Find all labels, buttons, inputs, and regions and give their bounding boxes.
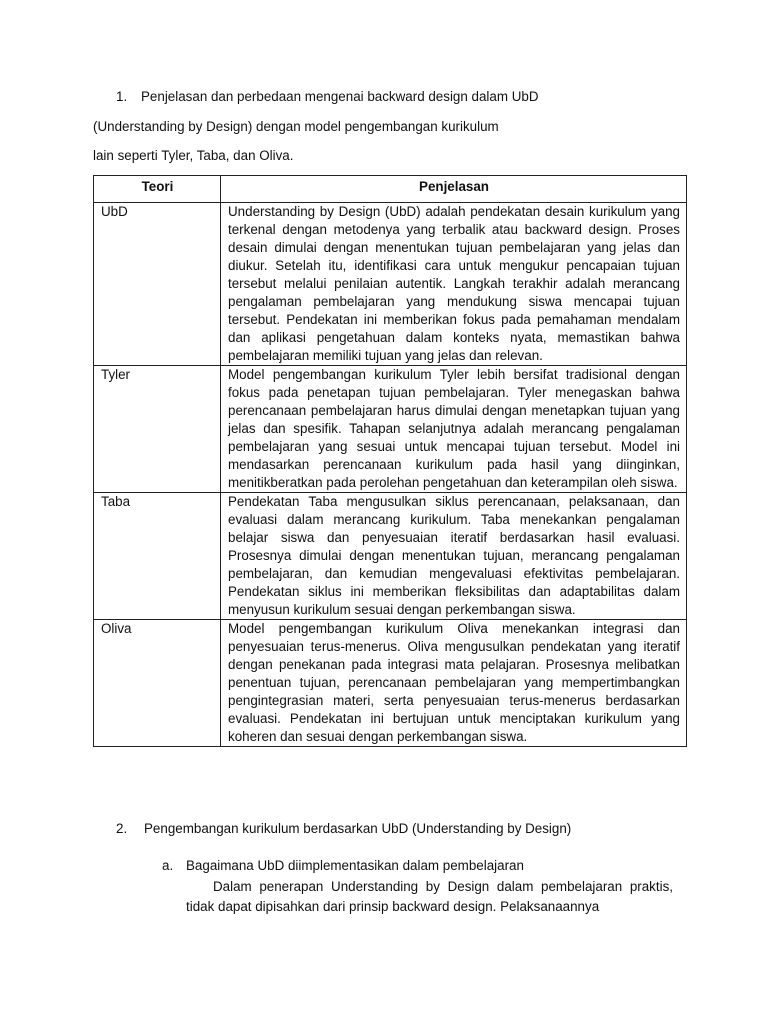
header-penjelasan: Penjelasan [221,176,687,203]
theory-name-ubd: UbD [94,203,221,366]
table-row-ubd [94,203,687,366]
explanation-taba: Pendekatan Taba mengusulkan siklus perencanaan, pelaksanaan, dan evaluasi dalam merancang kurikulum. Taba menekankan pengalaman belajar siswa dan penyesuaian iteratif berdasarkan hasil evaluasi. Prosesnya dimulai dengan menentukan tujuan, merancang pengalaman pembelajaran, dan kemudian mengevaluasi efektivitas pembelajaran. Pendekatan siklus ini memberikan fleksibilitas dan adaptabilitas dalam menyusun kurikulum sesuai dengan perkembangan siswa. [221,493,687,620]
explanation-oliva: Model pengembangan kurikulum Oliva menekankan integrasi dan penyesuaian terus-menerus. Oliva mengusulkan pendekatan yang iteratif dengan penekanan pada integrasi mata pelajaran. Prosesnya melibatkan penentuan tujuan, perencanaan pembelajaran yang mempertimbangkan pengintegrasian materi, serta penyesuaian terus-menerus berdasarkan evaluasi. Pendekatan ini bertujuan untuk menciptakan kurikulum yang koheren dan sesuai dengan perkembangan siswa. [221,620,687,747]
question-2-number: 2. [116,821,128,836]
explanation-ubd: Understanding by Design (UbD) adalah pendekatan desain kurikulum yang terkenal dengan metodenya yang terbalik atau backward design. Proses desain dimulai dengan menentukan tujuan pembelajaran yang jelas dan diukur. Setelah itu, identifikasi cara untuk mengukur pencapaian tujuan tersebut melalui penilaian autentik. Langkah terakhir adalah merancang pengalaman pembelajaran yang mendukung siswa mencapai tujuan tersebut. Pendekatan ini memberikan fokus pada pemahaman mendalam dan aplikasi pengetahuan dalam konteks nyata, memastikan bahwa pembelajaran memiliki tujuan yang jelas dan relevan. [221,203,687,366]
explanation-tyler: Model pengembangan kurikulum Tyler lebih bersifat tradisional dengan fokus pada penetapan tujuan pembelajaran. Tyler menegaskan bahwa perencanaan pembelajaran harus dimulai dengan menetapkan tujuan yang jelas dan spesifik. Tahapan selanjutnya adalah merancang pengalaman pembelajaran yang sesuai untuk mencapai tujuan tersebut. Model ini mendasarkan perencanaan kurikulum pada hasil yang diinginkan, menitikberatkan pada perolehan pengetahuan dan keterampilan oleh siswa. [221,366,687,493]
subquestion-a-title: Bagaimana UbD diimplementasikan dalam pembelajaran [186,858,524,873]
theory-name-taba: Taba [94,493,221,620]
subquestion-a-label: a. [162,858,174,873]
theory-name-oliva: Oliva [94,620,221,747]
question-1-title-line-2: (Understanding by Design) dengan model pengembangan kurikulum [93,119,499,134]
header-teori: Teori [94,176,221,203]
theory-name-tyler: Tyler [94,366,221,493]
theory-comparison-table [93,175,687,747]
subquestion-a-paragraph: Dalam penerapan Understanding by Design dalam pembelajaran praktis, tidak dapat dipisahkan dari prinsip backward design. Pelaksanaannya [186,879,673,914]
table-row-tyler [94,366,687,493]
question-1-title-line-3: lain seperti Tyler, Taba, dan Oliva. [93,148,294,163]
table-row-taba [94,493,687,620]
table-header-row [94,176,687,203]
question-2-title: Pengembangan kurikulum berdasarkan UbD (Understanding by Design) [144,821,572,836]
question-1-title-line-1: Penjelasan dan perbedaan mengenai backward design dalam UbD [141,89,539,104]
question-1-number: 1. [116,89,128,104]
table-row-oliva [94,620,687,747]
